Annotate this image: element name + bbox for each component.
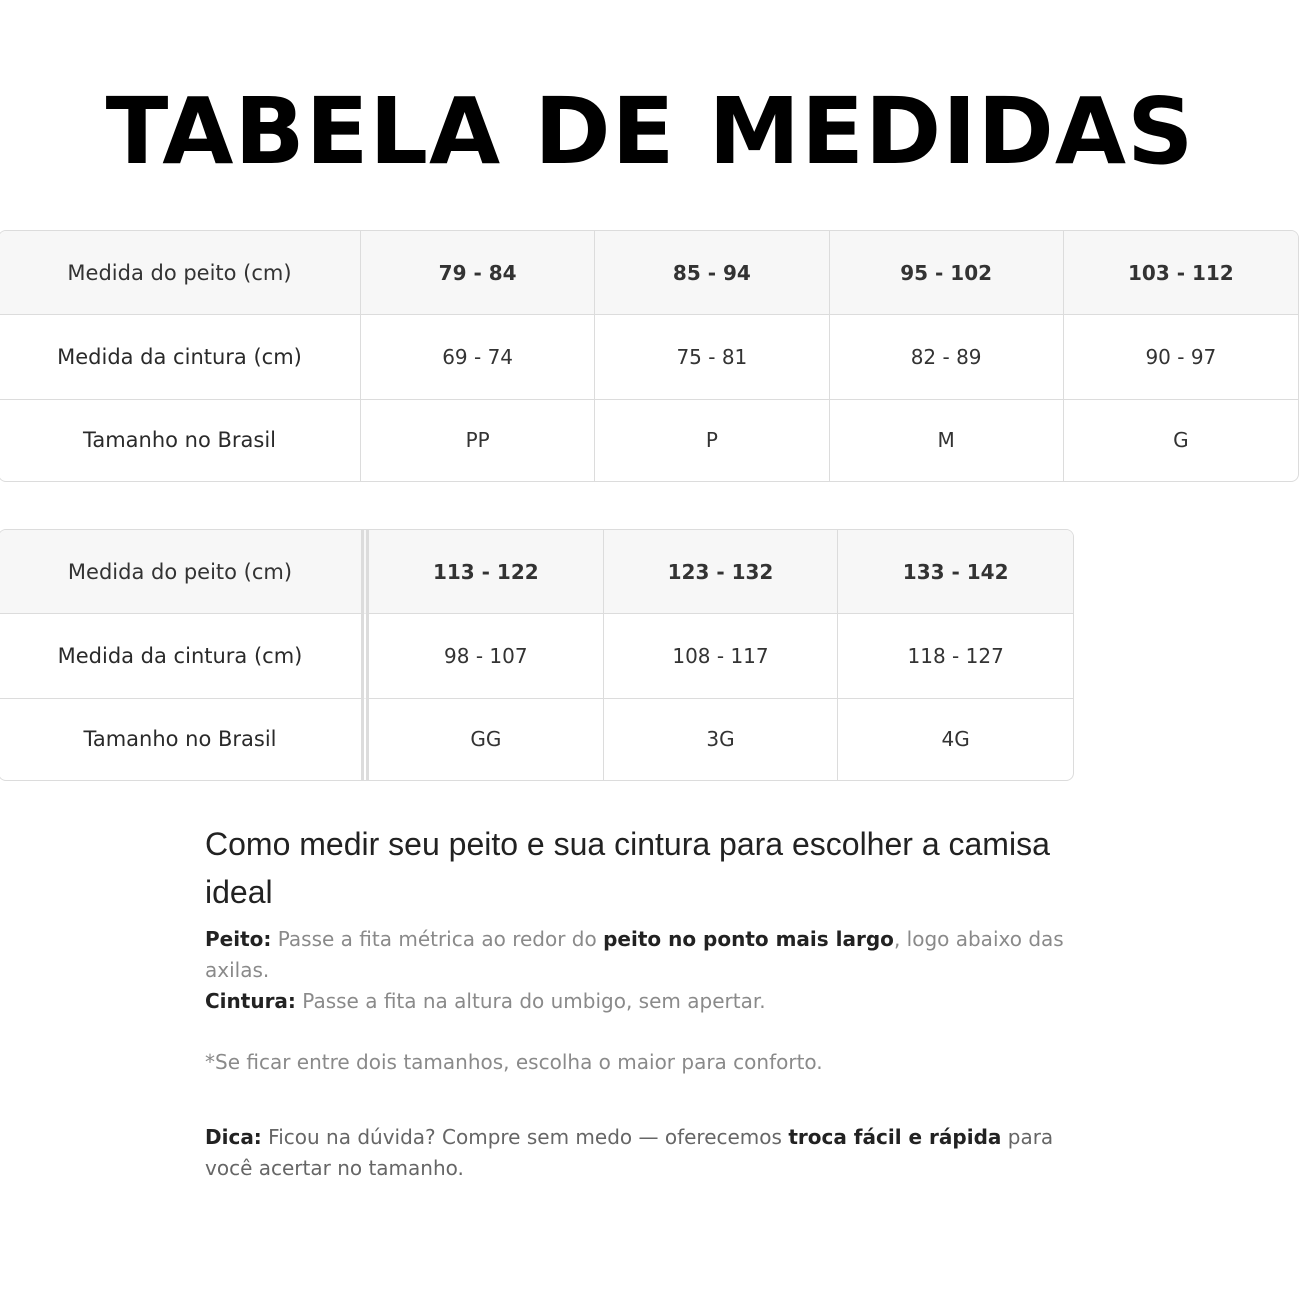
table-cell: P: [595, 400, 829, 481]
table-cell: 118 - 127: [838, 614, 1073, 698]
table-cell: 3G: [604, 699, 839, 780]
waist-text: Passe a fita na altura do umbigo, sem apertar.: [295, 989, 766, 1013]
table-cell: 90 - 97: [1064, 315, 1298, 399]
table-cell: GG: [369, 699, 604, 780]
table-cell: 103 - 112: [1064, 231, 1298, 315]
size-table-1: [0, 230, 1299, 482]
size-table-2: [0, 529, 1074, 781]
table-cell: 98 - 107: [369, 614, 604, 698]
table-cell: 75 - 81: [595, 315, 829, 399]
chest-instruction: [205, 924, 1105, 1017]
table-cell: 4G: [941, 727, 970, 752]
row-label-chest: Medida do peito (cm): [0, 231, 361, 315]
table-cell: 82 - 89: [830, 315, 1064, 399]
table-row: [0, 699, 1073, 780]
table-row: [0, 315, 1298, 399]
tip-emphasis: troca fácil e rápida: [788, 1125, 1002, 1149]
guide-heading: Como medir seu peito e sua cintura para escolher a camisa ideal: [205, 826, 1050, 910]
tip-text-end: para você acertar no tamanho.: [205, 1125, 1054, 1180]
row-label-waist: Medida da cintura (cm): [0, 315, 361, 399]
table-row: [0, 530, 1073, 614]
tip-paragraph: [205, 1122, 1105, 1184]
tip-text: Ficou na dúvida? Compre sem medo — oferecemos: [261, 1125, 789, 1149]
table-cell: 95 - 102: [830, 231, 1064, 315]
table-row: [0, 614, 1073, 698]
table-cell: 133 - 142: [838, 530, 1073, 614]
table-row: [0, 400, 1298, 481]
tip-label: Dica:: [205, 1125, 262, 1149]
table-cell: 108 - 117: [604, 614, 839, 698]
row-label-chest: Medida do peito (cm): [0, 530, 369, 614]
table-cell: M: [830, 400, 1064, 481]
table-cell: 85 - 94: [595, 231, 829, 315]
chest-emphasis: peito no ponto mais largo: [603, 927, 894, 951]
table-cell: 69 - 74: [361, 315, 595, 399]
size-note: *Se ficar entre dois tamanhos, escolha o maior para conforto.: [205, 1050, 823, 1074]
table-cell: 123 - 132: [604, 530, 839, 614]
chest-text: Passe a fita métrica ao redor do: [271, 927, 604, 951]
chest-label: Peito:: [205, 927, 272, 951]
row-label-size: Tamanho no Brasil: [0, 400, 361, 481]
waist-label: Cintura:: [205, 989, 296, 1013]
page-title: TABELA DE MEDIDAS: [105, 78, 1195, 185]
table-cell: PP: [361, 400, 595, 481]
measuring-guide: [205, 820, 1105, 1184]
chest-text-end: , logo abaixo das axilas.: [205, 927, 1064, 982]
table-cell: G: [1173, 428, 1189, 453]
table-cell: 113 - 122: [369, 530, 604, 614]
table-row: [0, 231, 1298, 315]
row-label-waist: Medida da cintura (cm): [0, 614, 369, 698]
row-label-size: Tamanho no Brasil: [0, 699, 369, 780]
table-cell: 79 - 84: [361, 231, 595, 315]
